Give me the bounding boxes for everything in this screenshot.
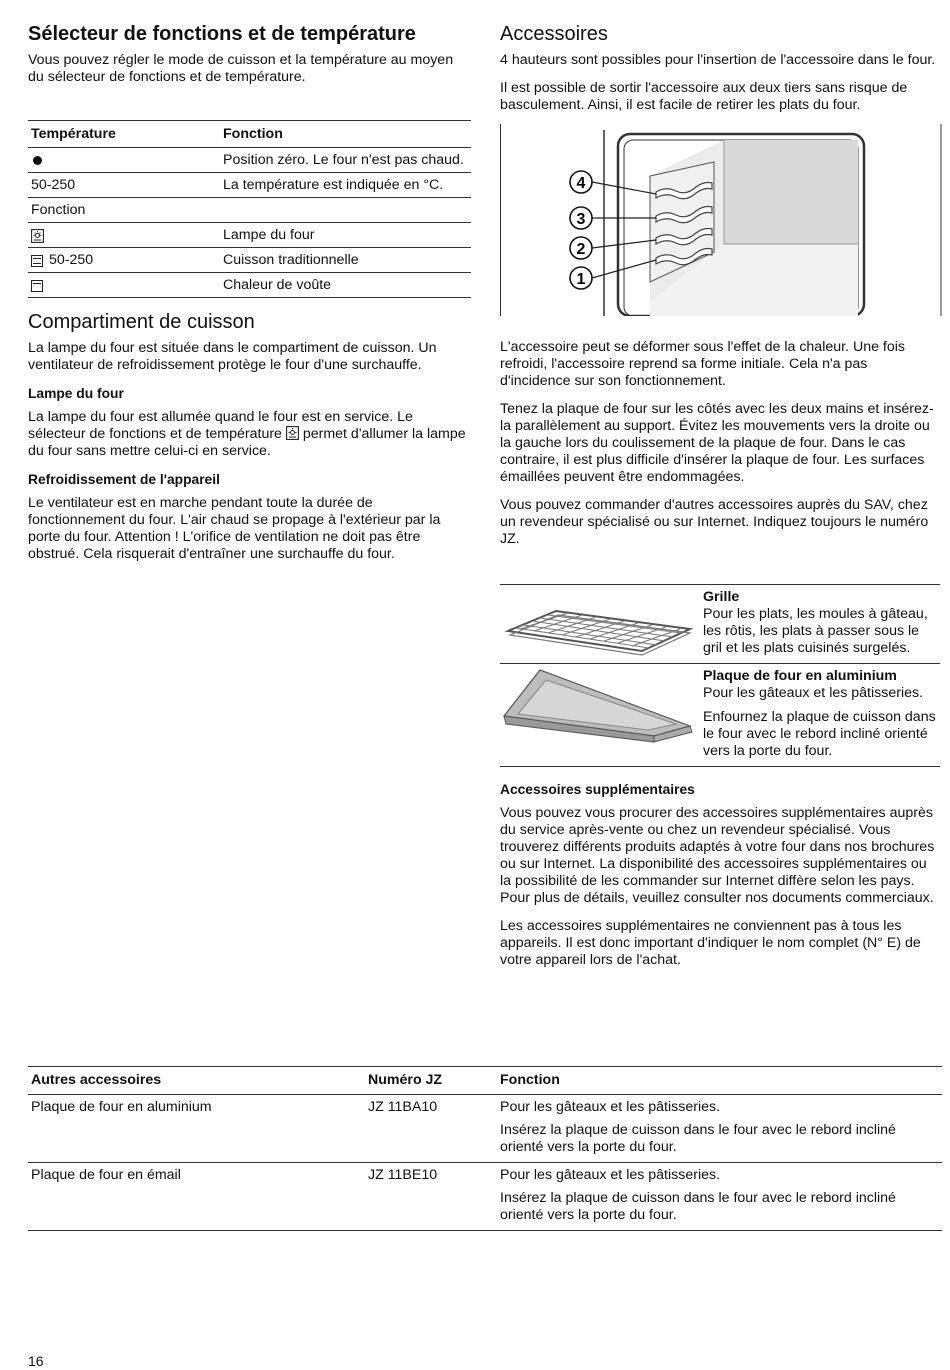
table-row xyxy=(28,222,471,247)
jz-number: JZ 11BA10 xyxy=(368,1099,438,1115)
accessories-p5: Vous pouvez commander d'autres accessoires auprès du SAV, chez un revendeur spécialisé ou sur Internet. Indiquez toujours le numéro JZ. xyxy=(500,497,929,547)
function-line: Pour les gâteaux et les pâtisseries. xyxy=(500,1167,721,1183)
row-function: Lampe du four xyxy=(223,227,315,243)
header-jz-number: Numéro JZ xyxy=(368,1072,443,1088)
accessory-row-tray xyxy=(500,663,940,766)
table-header xyxy=(28,121,471,147)
selector-intro: Vous pouvez régler le mode de cuisson et la température au moyen du sélecteur de fonctions et de température. xyxy=(28,52,454,85)
extra-accessories-p1: Vous pouvez vous procurer des accessoires supplémentaires auprès du service après-vente ou chez un revendeur spécialisé. Vous trouverez différents produits adaptés à votre four dans nos brochures ou sur Internet. La disponibilité des accessoires supplémentaires ou la possibilité de les commander sur Internet diffère selon les pays. Pour plus de détails, veuillez consulter nos documents commerciaux. xyxy=(500,805,935,906)
accessories-p2: Il est possible de sortir l'accessoire aux deux tiers sans risque de basculement. Ainsi, il est facile de retirer les plats du four. xyxy=(500,80,908,113)
row-temperature: 50-250 xyxy=(49,252,94,268)
accessories-p4: Tenez la plaque de four sur les côtés avec les deux mains et insérez-la parallèlement au support. Évitez les mouvements vers la droite ou la gauche lors du coulissement de la plaque de four. Dans le cas contraire, il est plus difficile d'insérer la plaque de four. Les surfaces émaillées peuvent être endommagées. xyxy=(500,401,934,485)
row-temperature: 50-250 xyxy=(31,177,76,193)
row-subheader: Fonction xyxy=(31,202,86,218)
top-bottom-heat-icon xyxy=(31,255,43,267)
section-title-accessories: Accessoires xyxy=(500,23,608,45)
accessories-p1: 4 hauteurs sont possibles pour l'insertion de l'accessoire dans le four. xyxy=(500,52,936,68)
table-row xyxy=(28,172,471,197)
right-column xyxy=(500,22,940,969)
level-1-label: 1 xyxy=(576,271,586,288)
level-3-label: 3 xyxy=(576,211,586,228)
subheading-cooling: Refroidissement de l'appareil xyxy=(28,472,220,487)
subheading-extra-accessories: Accessoires supplémentaires xyxy=(500,782,695,797)
table-row xyxy=(28,1162,942,1230)
oven-levels-illustration xyxy=(500,124,942,316)
accessory-name: Plaque de four en aluminium xyxy=(703,668,897,684)
header-function: Fonction xyxy=(500,1072,560,1088)
table-row xyxy=(28,247,471,272)
zero-dot-icon xyxy=(33,156,42,165)
baking-tray-image xyxy=(500,664,700,754)
extra-accessories-p2: Les accessoires supplémentaires ne conviennent pas à tous les appareils. Il est donc important d'indiquer le nom complet (N° E) de votre appareil lors de l'achat. xyxy=(500,918,921,968)
level-2-label: 2 xyxy=(576,241,586,258)
oven-lamp-icon xyxy=(31,229,44,243)
temperature-table xyxy=(28,120,471,298)
jz-number: JZ 11BE10 xyxy=(368,1167,438,1183)
table-row xyxy=(28,272,471,297)
lamp-paragraph: La lampe du four est allumée quand le four est en service. Le sélecteur de fonctions et de température permet d'allumer la lampe du four sans mettre celui-ci en service. xyxy=(28,409,466,459)
accessories-p3: L'accessoire peut se déformer sous l'effet de la chaleur. Une fois refroidi, l'accessoire reprend sa forme initiale. Cela n'a pas d'incidence sur son fonctionnement. xyxy=(500,339,905,389)
header-temperature: Température xyxy=(31,126,116,142)
function-line: Pour les gâteaux et les pâtisseries. xyxy=(500,1099,721,1115)
compartment-intro: La lampe du four est située dans le compartiment de cuisson. Un ventilateur de refroidissement protège le four d'une surchauffe. xyxy=(28,340,437,373)
left-column xyxy=(28,22,471,574)
section-title-compartment: Compartiment de cuisson xyxy=(28,311,255,333)
table-row xyxy=(28,197,471,222)
accessory-name: Grille xyxy=(703,589,740,605)
table-row xyxy=(28,1094,942,1162)
top-heat-icon xyxy=(31,280,43,292)
accessory-name: Plaque de four en aluminium xyxy=(31,1099,212,1115)
table-row xyxy=(28,147,471,172)
section-title-selector: Sélecteur de fonctions et de température xyxy=(28,23,416,45)
accessory-desc: Pour les gâteaux et les pâtisseries. xyxy=(703,685,924,701)
other-accessories-table xyxy=(28,1066,942,1231)
function-note: Insérez la plaque de cuisson dans le four avec le rebord incliné orienté vers la porte du four. xyxy=(500,1122,896,1155)
level-4-label: 4 xyxy=(576,175,586,192)
row-function: Chaleur de voûte xyxy=(223,277,332,293)
oven-lamp-icon xyxy=(286,426,299,440)
header-other-accessories: Autres accessoires xyxy=(31,1072,162,1088)
accessory-row-grid xyxy=(500,585,940,663)
accessory-desc: Pour les plats, les moules à gâteau, les rôtis, les plats à passer sous le gril et les plats cuisinés surgelés. xyxy=(703,606,928,656)
grid-rack-image xyxy=(500,585,700,675)
page-number: 16 xyxy=(28,1353,44,1369)
row-function: Cuisson traditionnelle xyxy=(223,252,359,268)
accessory-extra: Enfournez la plaque de cuisson dans le four avec le rebord incliné orienté vers la porte du four. xyxy=(703,709,936,759)
subheading-lamp: Lampe du four xyxy=(28,386,124,401)
row-function: La température est indiquée en °C. xyxy=(223,177,444,193)
accessory-table xyxy=(500,584,940,767)
accessory-name: Plaque de four en émail xyxy=(31,1167,181,1183)
table-header xyxy=(28,1067,942,1094)
function-note: Insérez la plaque de cuisson dans le four avec le rebord incliné orienté vers la porte du four. xyxy=(500,1190,896,1223)
row-function: Position zéro. Le four n'est pas chaud. xyxy=(223,152,464,168)
cooling-paragraph: Le ventilateur est en marche pendant toute la durée de fonctionnement du four. L'air chaud se propage à l'extérieur par la porte du four. Attention ! L'orifice de ventilation ne doit pas être obstrué. Cela risquerait d'entraîner une surchauffe du four. xyxy=(28,495,441,562)
header-function: Fonction xyxy=(223,126,283,142)
